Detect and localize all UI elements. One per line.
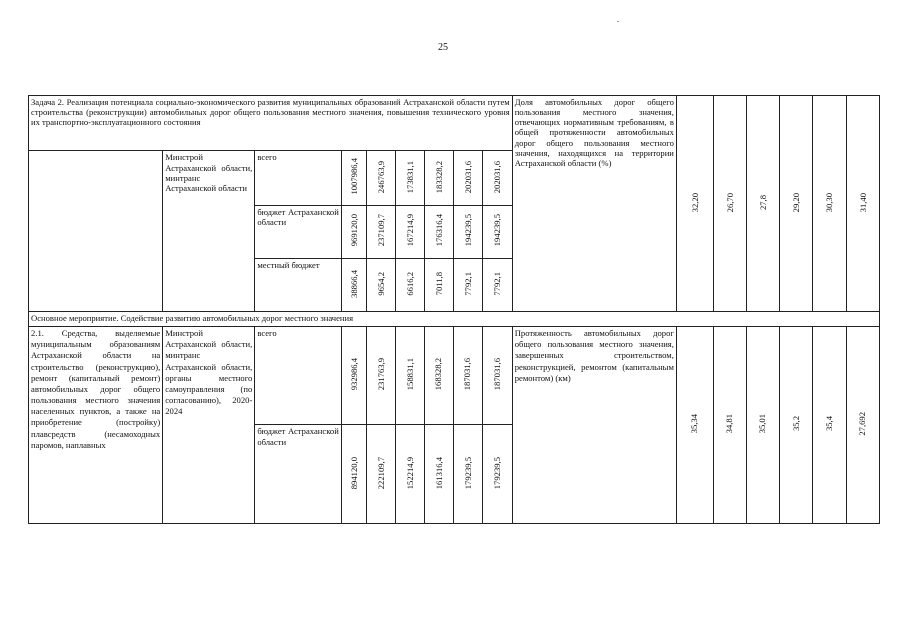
funding-value: 894120,0 bbox=[341, 425, 367, 524]
funding-value: 1007986,4 bbox=[341, 151, 367, 205]
funding-value: 176316,4 bbox=[425, 205, 454, 258]
item-executor: Минстрой Астраханской области, минтранс Астраханской области, органы местного самоуправления (по согласованию), 2020-2024 bbox=[163, 327, 255, 524]
funding-value: 6616,2 bbox=[396, 258, 425, 311]
scan-speck bbox=[617, 21, 619, 22]
funding-source: всего bbox=[255, 151, 342, 205]
funding-source: всего bbox=[255, 327, 342, 425]
funding-value: 202031,6 bbox=[453, 151, 482, 205]
main-event-title: Основное мероприятие. Содействие развитию автомобильных дорог местного значения bbox=[29, 311, 880, 326]
funding-value: 173831,1 bbox=[396, 151, 425, 205]
funding-value: 161316,4 bbox=[425, 425, 454, 524]
funding-value: 38866,4 bbox=[341, 258, 367, 311]
funding-value: 187031,6 bbox=[482, 327, 512, 425]
funding-value: 202031,6 bbox=[482, 151, 512, 205]
task-indicator-value: 29,20 bbox=[780, 96, 813, 312]
item-indicator-value: 35,4 bbox=[813, 327, 846, 524]
item-indicator-value: 34,81 bbox=[713, 327, 746, 524]
item-indicator: Протяженность автомобильных дорог общего пользования местного значения, завершенных строительством, реконструкцией, ремонтом (капитальным ремонтом) (км) bbox=[512, 327, 676, 524]
program-table bbox=[28, 95, 880, 524]
item-indicator-value: 35,34 bbox=[676, 327, 713, 524]
funding-value: 167214,9 bbox=[396, 205, 425, 258]
funding-value: 932986,4 bbox=[341, 327, 367, 425]
task-indicator-value: 26,70 bbox=[713, 96, 746, 312]
funding-value: 7011,8 bbox=[425, 258, 454, 311]
funding-value: 179239,5 bbox=[453, 425, 482, 524]
funding-value: 7792,1 bbox=[482, 258, 512, 311]
task-indicator-value: 31,40 bbox=[846, 96, 879, 312]
funding-value: 969120,0 bbox=[341, 205, 367, 258]
funding-value: 168328,2 bbox=[425, 327, 454, 425]
funding-value: 7792,1 bbox=[453, 258, 482, 311]
item-indicator-value: 27,692 bbox=[846, 327, 879, 524]
task-indicator-value: 30,30 bbox=[813, 96, 846, 312]
funding-value: 179239,5 bbox=[482, 425, 512, 524]
task-indicator-value: 32,20 bbox=[676, 96, 713, 312]
funding-source: местный бюджет bbox=[255, 258, 342, 311]
item-indicator-value: 35,2 bbox=[780, 327, 813, 524]
funding-value: 246763,9 bbox=[367, 151, 396, 205]
item-name: 2.1. Средства, выделяемые муниципальным образованиям Астраханской области на строительство (реконструкцию), ремонт (капитальный ремонт) автомобильных дорог общего пользования местного значения населенных пунктов, а также на приобретение (постройку) плавсредств (несамоходных паромов, наплавных bbox=[29, 327, 163, 524]
task-executor: Минстрой Астраханской области, минтранс Астраханской области bbox=[163, 151, 255, 312]
task-indicator: Доля автомобильных дорог общего пользования местного значения, отвечающих нормативным требованиям, в общей протяженности автомобильных дорог общего пользования местного значения, находящихся на территории Астраханской области (%) bbox=[512, 96, 676, 312]
funding-value: 152214,9 bbox=[396, 425, 425, 524]
item-indicator-value: 35,01 bbox=[746, 327, 779, 524]
funding-value: 231763,9 bbox=[367, 327, 396, 425]
page-number: 25 bbox=[438, 42, 448, 53]
funding-source: бюджет Астраханской области bbox=[255, 425, 342, 524]
funding-value: 222109,7 bbox=[367, 425, 396, 524]
task-indicator-value: 27,8 bbox=[746, 96, 779, 312]
funding-value: 194239,5 bbox=[453, 205, 482, 258]
funding-value: 187031,6 bbox=[453, 327, 482, 425]
funding-value: 194239,5 bbox=[482, 205, 512, 258]
funding-value: 237109,7 bbox=[367, 205, 396, 258]
funding-value: 158831,1 bbox=[396, 327, 425, 425]
task-title: Задача 2. Реализация потенциала социально-экономического развития муниципальных образований Астраханской области путем строительства (реконструкции) автомобильных дорог общего пользования местного значения, повышения технического уровня их транспортно-эксплуатационного состояния bbox=[29, 96, 513, 151]
funding-value: 9654,2 bbox=[367, 258, 396, 311]
funding-source: бюджет Астраханской области bbox=[255, 205, 342, 258]
funding-value: 183328,2 bbox=[425, 151, 454, 205]
task-blank-cell bbox=[29, 151, 163, 312]
